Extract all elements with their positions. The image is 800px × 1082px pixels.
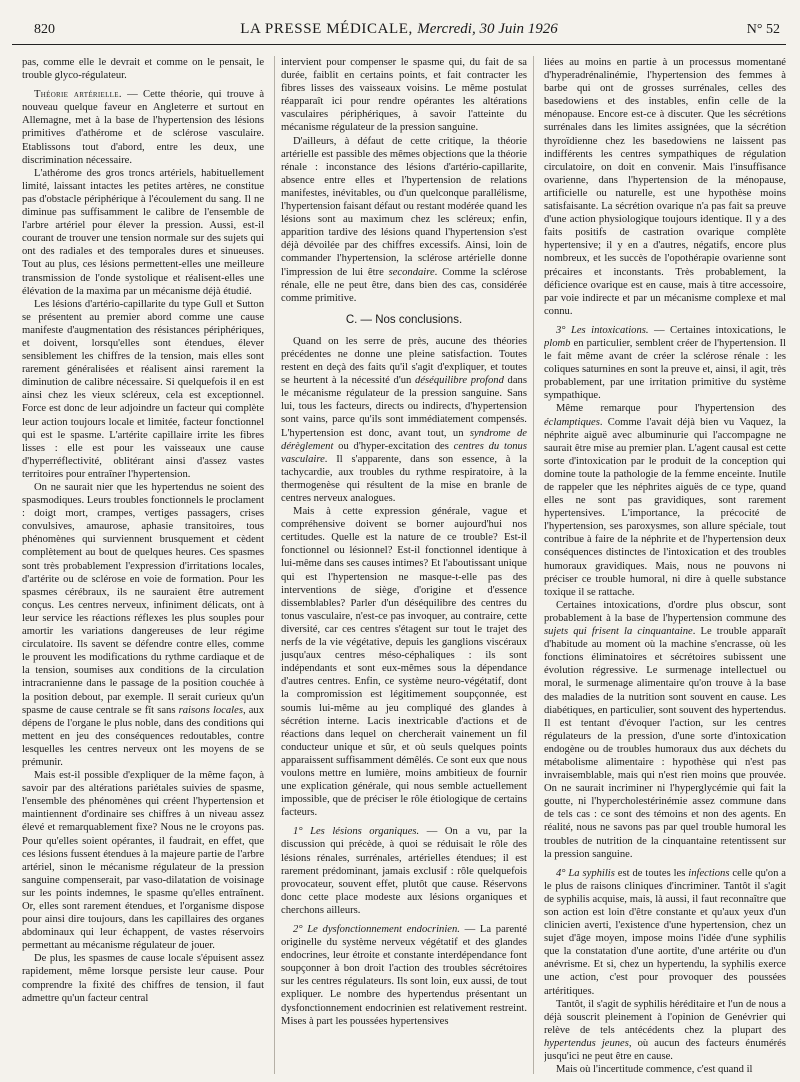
paragraph-lead: Théorie artérielle. xyxy=(34,89,122,101)
paragraph: L'athérome des gros troncs artériels, habituellement limité, laissant intactes les petites artères, ne constitue pas d'obstacle périphérique à l'écoulement du sang. Il ne diminue pas suffisamment le calibre de l'ensemble de l'arbre artériel pour élever la pression. Aussi, est-il courant de trouver une tension normale sur des sujets qui ont des radiales et des temporales dures et sinueuses. Tout au plus, ces lésions permettent-elles une meilleure transmission de l'onde systolique et réalisent-elles une élévation de la maxima par un mécanisme déjà étudié. xyxy=(22,167,265,297)
journal-name: LA PRESSE MÉDICALE, xyxy=(240,21,413,37)
paragraph: D'ailleurs, à défaut de cette critique, la théorie artérielle est passible des mêmes objections que la théorie rénale : inconstance des lésions d'artério-capillarite, absence entre elles et l'hypertension de relations manifestes, inévitables, ou d'un quelconque parallélisme, l'hypertension faisant défaut ou restant modérée quand les lésions sont au maximum chez les scléreux; enfin, apparition tardive des lésions quand l'hypertension s'est déjà dévoilée par des chiffres excessifs. Ainsi, loin de commander l'hypertension, la sclérose artérielle donne l'impression de lui être secondaire. Comme la sclérose rénale, elle ne peut être, dans bien des cas, considérée comme primitive. xyxy=(281,135,527,304)
paragraph-lead: 1° Les lésions organiques. xyxy=(293,826,420,838)
paragraph-syphilis: 4° La syphilis est de toutes les infections celle qu'on a le plus de raisons cliniques d'incriminer. Tantôt il s'agit de syphilis acquise, mais, là aussi, il faut reconnaître que son action est loin d'être constante et qu'aux yeux d'un clinicien averti, l'existence d'une hypertension, chez un sujet d'âge moyen, impose moins l'idée d'une syphilis que la constatation d'une aortite, d'une artérite ou d'un anévrisme. Et si, chez un hypertendu, la syphilis exerce une action, c'est pour provoquer des poussées artéritiques. xyxy=(543,867,786,997)
paragraph: Quand on les serre de près, aucune des théories précédentes ne donne une pleine satisfaction. Toutes restent en deçà des faits qu'il s'agit d'expliquer, et toutes se heurtent à la nécessité d'un déséquilibre profond dans le mécanisme régulateur de la pression sanguine. Sans lui, tous les facteurs, directs ou indirects, d'hypertension sont vains, parce qu'ils sont immédiatement compensés. L'hypertension est donc, avant tout, un syndrome de dérèglement ou d'hyper-excitation des centres du tonus vasculaire. Il s'apparente, dans son essence, à la tachycardie, aux troubles du rythme respiratoire, à la thermogenèse qui résultent de la mise en branle de centres nerveux analogues. xyxy=(281,335,527,504)
journal-title xyxy=(12,21,786,38)
paragraph: Mais où l'incertitude commence, c'est quand il xyxy=(555,1064,753,1074)
paragraph: Mais à cette expression générale, vague et compréhensive doivent se borner aujourd'hui nos certitudes. Quelle est la nature de ce trouble? Est-il fonctionnel ou lésionnel? Est-il fonctionnel identique à lui-même dans ses causes intimes? Et l'aboutissant unique qui est l'hypertension ne masque-t-elle pas des interventions de siège, d'origine et d'essence dissemblables? Parler d'un déséquilibre des centres du tonus vasculaire, n'est-ce pas invoquer, au contraire, cette diversité, car ces centres s'étagent sur tout le trajet des nerfs de la vie végétative, depuis les ganglions viscéraux jusqu'aux centres méso-céphaliques : ils sont indépendants et sont eux-mêmes sous la dépendance d'autres centres. Enfin, ce système neuro-végétatif, dont la compromission est légitimement soupçonnée, est soumis lui-même au jeu compliqué des glandes à sécrétion interne. Lacis inextricable d'actions et de réactions dans lequel on chercherait vainement un fil conducteur unique et sûr, et où seuls quelques points apparaissent suffisamment démêlés. Ce sont eux que nous voulons mettre en lumière, moins ambitieux de fournir une explication générale, qui nous semble actuellement impossible, que de préciser le rôle étiologique de certains facteurs. xyxy=(281,506,527,819)
issue-number: N° 52 xyxy=(746,22,780,37)
issue-date: Mercredi, 30 Juin 1926 xyxy=(417,21,558,37)
page-header xyxy=(12,18,786,45)
paragraph-lead: 3° Les intoxications. xyxy=(555,324,649,336)
column-middle xyxy=(274,56,534,1074)
paragraph: De plus, les spasmes de cause locale s'épuisent assez rapidement, même lorsque persiste leur cause. Pour comprendre la fixité des chiffres de tension, il faut admettre qu'un facteur central xyxy=(22,953,265,1004)
paragraph-lead: 2° Le dysfonctionnement endocrinien. xyxy=(293,924,460,935)
paragraph: pas, comme elle le devrait et comme on le pensait, le trouble glyco-régulateur. xyxy=(22,57,265,82)
page-number: 820 xyxy=(34,22,55,37)
paragraph: liées au moins en partie à un processus momentané d'hyperadrénalinémie, l'hypertension des femmes à barbe qui ont de grosses surrénales, celles des basedowiens et des instables, enfin celle de la ménopause. Encore est-ce à discuter. Que les sécrétions surrénales dans les limites assignées, que la sécrétion thyroïdienne chez les basedowiens ne laissent pas indifférents les centres sympathiques de régulation circulatoire, on doit en convenir. Mais l'insuffisance ovarienne, dans l'hypertension de la ménopause, artificielle ou naturelle, est une hypothèse moins satisfaisante. La sécrétion ovarique n'a pas fait sa preuve d'une action physiologique toujours identique. Il y a des faits positifs de castration ovarique complète hypertensive; il y en a d'autres, négatifs, encore plus nombreux, et les succès de l'opothérapie ovarienne sont précaires et inconstants. Très probablement, la déficience ovarique est en cause, mais à titre accessoire, par voie indirecte et par un mécanisme complexe et mal connu. xyxy=(543,57,786,317)
paragraph: Même remarque pour l'hypertension des éclamptiques. Comme l'avait déjà bien vu Vaquez, la néphrite aiguë avec albuminurie qui l'accompagne ne saurait être mise au premier plan. L'agent causal est cette sorte d'intoxication par le produit de la conception qui domine toute la pathologie de la femme enceinte. Inutile de rappeler que les néphrites aiguës de ce type, quand elles ne sont pas gravidiques, sont rarement hypertensives. L'importance, la précocité de l'hypertension, ses paroxysmes, son allure spéciale, tout contribue à faire de la néphrite et de l'hypertension deux conséquences distinctes de l'intoxication et des troubles humoraux gravidiques. Mais, nous ne pouvons ni préciser ce trouble humoral, ni dire à quelle substance toxique il se rattache. xyxy=(543,403,786,598)
column-right xyxy=(544,56,786,1074)
paragraph-lead: 4° La syphilis xyxy=(555,867,615,879)
paragraph: Mais est-il possible d'expliquer de la même façon, à savoir par des altérations pariétales suivies de spasme, l'ensemble des phénomènes qui créent l'hypertension et maintiennent d'ordinaire ses chiffres à un niveau assez élevé et remarquablement fixe? Nous ne le croyons pas. Pour qu'elles soient opérantes, il faudrait, en effet, que ces lésions fussent étendues à la majeure partie de l'arbre artériel, sinon le mécanisme régulateur de la pression sanguine compenserait, par vaso-dilatation de voisinage sur les points indemnes, le spasme qu'elles entraînent. Or, elles sont rarement étendues, et l'organisme dispose pour ainsi dire toujours, dans les capillaires des organes abdominaux qui leur échappent, de vastes réservoirs permettant au mécanisme régulateur de jouer. xyxy=(22,770,265,952)
article-columns xyxy=(22,56,786,1074)
paragraph-endocrine: 2° Le dysfonctionnement endocrinien. — La parenté originelle du système nerveux végétatif et des glandes endocrines, leur étroite et constante interdépendance font soupçonner à bon droit l'action des troubles sécrétoires sur les centres régulateurs. Ils sont loin, eux aussi, de tout expliquer. Le nombre des hypertendus présentant un dysfonctionnement endocrinien est relativement restreint. Mises à part les poussées hypertensives xyxy=(281,924,527,1027)
paragraph: On ne saurait nier que les hypertendus ne soient des spasmodiques. Leurs troubles fonctionnels le proclament : doigt mort, crampes, vertiges passagers, crises convulsives, amaurose, aphasie transitoires, tous phénomènes qui surviennent brusquement et cèdent complètement au bout de quelques heures. Ces spasmes sont très probablement l'expression d'irritations locales, d'artérite ou de sclérose en voie de formation. Pour les spasmes cérébraux, ils ne sauraient être autrement conçus. Les centres nerveux, infiniment délicats, ont à leur service les réactions réflexes les plus souples pour amortir les variations dangereuses de leur régime circulatoire. Ils savent se défendre contre elles, comme le prouvent les modifications du rythme cardiaque et de la tension, soumises aux conditions de la circulation intracranienne dans le passage de la position couchée à la position debout, par exemple. Il serait curieux qu'un spasme de cause centrale se fît sans raisons locales, aux dépens de l'organe le plus noble, dans des conditions qui mettent en jeu des conséquences redoutables, contre lesquelles les centres nerveux ont les moyens de se prémunir. xyxy=(22,482,265,768)
paragraph: Tantôt, il s'agit de syphilis héréditaire et l'un de nous a déjà souscrit pleinement à l'opinion de Genévrier qui relève de tels antécédents chez la plupart des hypertendus jeunes, où aucun des facteurs énumérés jusqu'ici ne peut être en cause. xyxy=(543,998,786,1063)
paragraph: Certaines intoxications, d'ordre plus obscur, sont probablement à la base de l'hypertension commune des sujets qui frisent la cinquantaine. Le trouble apparaît d'habitude au moment où la machine s'encrasse, où les fonctions éliminatoires et sécrétoires subissent une évolution régressive. Le surmenage intellectuel ou moral, le surmenage alimentaire qu'on trouve à la base des maladies de la nutrition sont souvent en cause. Les diabétiques, en particulier, sont souvent des hypertendus. Il est tentant d'évoquer l'action, sur les centres régulateurs de la pression, d'une sorte d'intoxication endogène ou de troubles humoraux dus aux déchets du métabolisme alimentaire : hypothèse qui n'est pas invraisemblable, mais qui n'est rien moins que prouvée. On ne saurait incriminer ni l'hyperglycémie qui fait la goutte, ni l'hypercholestérinémie assez commune dans de tels cas : ce sont des témoins et non des agents. En réalité, nous ne savons pas par quel trouble humoral les troubles de nutrition de la cinquantaine retentissent sur la pression sanguine. xyxy=(543,599,786,860)
section-heading: C. — Nos conclusions. xyxy=(345,313,463,326)
paragraph: Les lésions d'artério-capillarite du type Gull et Sutton se présentent au premier abord comme une cause manifeste d'augmentation des résistances périphériques, et doivent, lorsqu'elles sont étendues, élever sensiblement les chiffres de la tension, mais elles sont rarement généralisées et réalisent ainsi rarement la diminution de calibre nécessaire. Si quelquefois il en est ainsi chez les vieux scléreux, cela est exceptionnel. Force est donc de leur adjoindre un facteur qui complète leur action toujours locale et limitée, facteur fonctionnel qui est le spasme. L'artérite capillaire irrite les fibres lisses : elle est pour les vaisseaux une cause d'hyperréflectivité, oblitérant ainsi d'assez vastes territoires pour entraîner l'hypertension. xyxy=(22,298,265,480)
paragraph-intoxications: 3° Les intoxications. — Certaines intoxications, le plomb en particulier, semblent créer de l'hypertension. Il le fait même avant de créer la sclérose rénale : les coliques saturnines en sont la preuve et, ainsi, il agit, très probablement, par une irritation primitive du système sympathique. xyxy=(543,324,786,402)
paragraph-arterial-theory: Théorie artérielle. — Cette théorie, qui trouve à nouveau quelque faveur en Angleterre et surtout en Allemagne, met à la base de l'hypertension des lésions primitives d'athérome et de sclérose vasculaire. Etablissons tout d'abord, entre les deux, une discrimination nécessaire. xyxy=(22,89,265,166)
paragraph: intervient pour compenser le spasme qui, du fait de sa durée, faiblit en certains points, et fait contracter les fibres lisses des vaisseaux voisins. Le même postulat réapparaît ici pour rendre opérantes les altérations vasculaires périphériques, à savoir l'atteinte du mécanisme régulateur de la pression sanguine. xyxy=(281,57,527,134)
paragraph-organic-lesions: 1° Les lésions organiques. — On a vu, par la discussion qui précède, à quoi se réduisait le rôle des lésions rénales, surrénales, artérielles étendues; il est rarement prédominant, jamais exclusif : rôle quelquefois provocateur, souvent effet, plutôt que cause. Réservons donc cette place modeste aux lésions organiques et cherchons ailleurs. xyxy=(281,826,527,916)
column-left xyxy=(22,56,264,1074)
